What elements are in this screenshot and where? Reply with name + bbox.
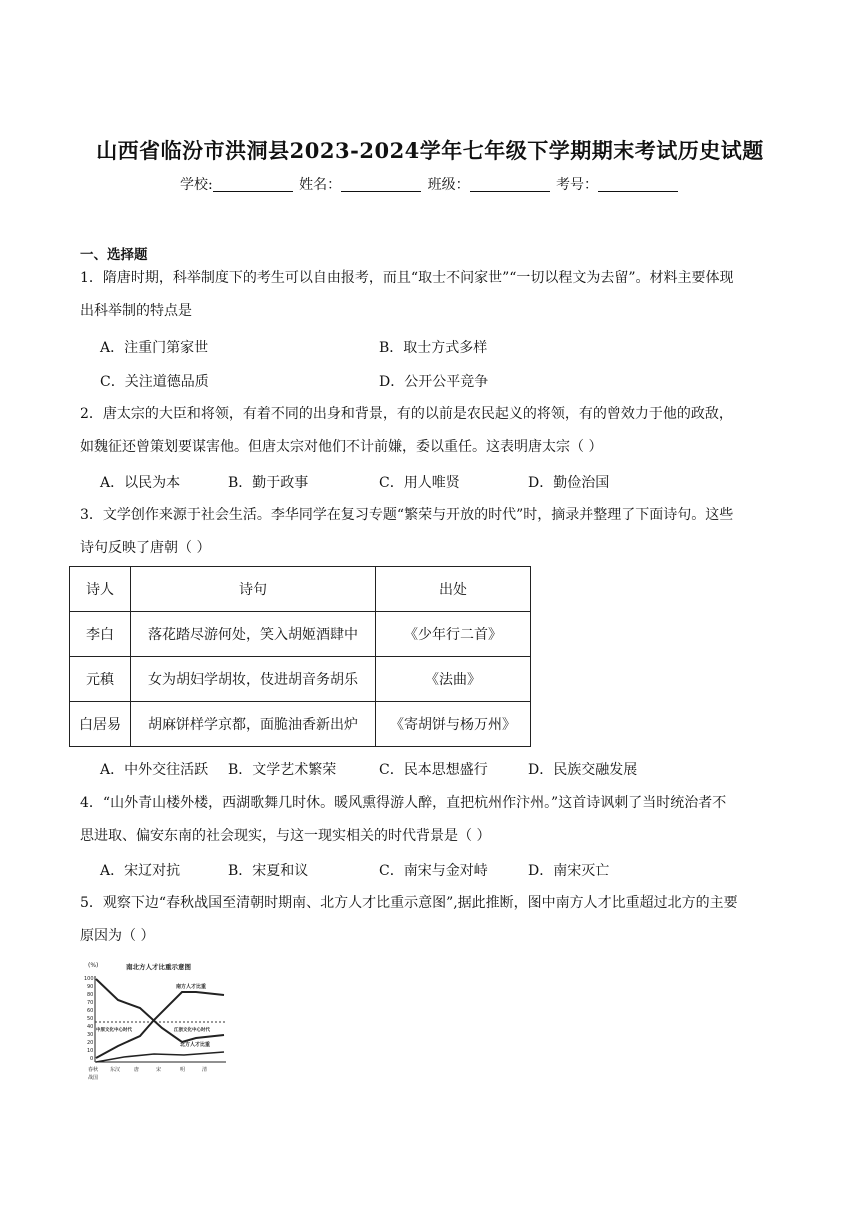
q3-option-b[interactable]: B．文学艺术繁荣 [228,762,337,778]
y-tick: 40 [87,1024,94,1030]
south-ratio-label: 南方人才比重 [176,984,207,990]
q1-option-a[interactable]: A．注重门第家世 [100,340,209,356]
q3-option-d[interactable]: D．民族交融发展 [528,762,638,778]
table-cell: 白居易 [70,702,131,747]
y-tick: 10 [87,1048,94,1054]
table-row [70,612,531,657]
table-header: 出处 [376,567,531,612]
talent-ratio-figure [84,958,234,1086]
name-blank[interactable] [341,177,421,192]
table-cell: 落花踏尽游何处，笑入胡姬酒肆中 [131,612,376,657]
student-info-row [0,174,860,194]
exam-number-blank[interactable] [598,177,678,192]
q2-option-b[interactable]: B．勤于政事 [228,475,309,491]
x-tick: 宋 [156,1067,162,1073]
q2-option-c[interactable]: C．用人唯贤 [379,475,460,491]
q3-option-c[interactable]: C．民本思想盛行 [379,762,488,778]
y-tick: 80 [87,992,94,998]
name-label: 姓名： [299,177,342,193]
table-cell: 元稹 [70,657,131,702]
north-ratio-label: 北方人才比重 [180,1042,211,1048]
question-3-line-2: 诗句反映了唐朝（ ） [80,540,211,556]
q4-option-d[interactable]: D．南宋灭亡 [528,863,610,879]
q2-option-a[interactable]: A．以民为本 [100,475,181,491]
y-tick: 30 [87,1032,94,1038]
class-blank[interactable] [470,177,550,192]
section-title: 一、选择题 [80,247,148,263]
q3-option-a[interactable]: A．中外交往活跃 [100,762,209,778]
x-tick: 东汉 [110,1067,121,1073]
q4-option-a[interactable]: A．宋辽对抗 [100,863,181,879]
exam-number-label: 考号： [556,177,599,193]
y-tick: 90 [87,984,94,990]
x-tick: 春秋 [88,1067,99,1073]
y-tick: 0 [90,1056,94,1062]
x-tick: 战国 [88,1075,99,1081]
q1-option-d[interactable]: D．公开公平竞争 [379,374,489,390]
q1-option-c[interactable]: C．关注道德品质 [100,374,209,390]
table-cell: 女为胡妇学胡妆，伎进胡音务胡乐 [131,657,376,702]
table-header: 诗人 [70,567,131,612]
x-tick: 清 [202,1067,208,1073]
table-header: 诗句 [131,567,376,612]
q2-option-d[interactable]: D．勤俭治国 [528,475,610,491]
base-line [96,1052,224,1062]
question-5-line-2: 原因为（ ） [80,928,155,944]
y-tick: 50 [87,1016,94,1022]
q4-option-c[interactable]: C．南宋与金对峙 [379,863,488,879]
table-cell: 李白 [70,612,131,657]
table-row [70,702,531,747]
jiangzhe-era-label: 江浙文化中心时代 [174,1028,210,1033]
page-title: 山西省临汾市洪洞县2023-2024学年七年级下学期期末考试历史试题 [96,138,764,163]
school-label: 学校: [179,177,213,193]
question-1-line-2: 出科举制的特点是 [80,303,192,319]
class-label: 班级： [427,177,470,193]
school-blank[interactable] [213,177,293,192]
figure-title: 南北方人才比重示意图 [126,963,191,971]
x-tick: 唐 [134,1067,140,1073]
table-cell: 《少年行二首》 [376,612,531,657]
q4-option-b[interactable]: B．宋夏和议 [228,863,309,879]
central-plains-era-label: 中原文化中心时代 [96,1028,132,1033]
question-4-line-1: 4．“山外青山楼外楼，西湖歌舞几时休。暖风熏得游人醉，直把杭州作汴州。”这首诗讽刺了当时统治者不 [80,795,727,811]
poem-table [69,566,531,747]
question-5-line-1: 5．观察下边“春秋战国至清朝时期南、北方人才比重示意图”,据此推断，图中南方人才比重超过北方的主要 [80,895,738,911]
y-tick: 70 [87,1000,94,1006]
question-2-line-2: 如魏征还曾策划要谋害他。但唐太宗对他们不计前嫌，委以重任。这表明唐太宗（ ） [80,439,603,455]
table-cell: 《法曲》 [376,657,531,702]
y-tick: 100 [84,976,94,982]
question-3-line-1: 3．文学创作来源于社会生活。李华同学在复习专题“繁荣与开放的时代”时，摘录并整理了下面诗句。这些 [80,507,734,523]
table-row [70,657,531,702]
question-2-line-1: 2．唐太宗的大臣和将领，有着不同的出身和背景，有的以前是农民起义的将领，有的曾效力于他的政敌， [80,406,733,422]
table-cell: 胡麻饼样学京都，面脆油香新出炉 [131,702,376,747]
x-tick: 明 [180,1067,186,1073]
y-tick: 60 [87,1008,94,1014]
table-cell: 《寄胡饼与杨万州》 [376,702,531,747]
table-header-row [70,567,531,612]
y-tick: 20 [87,1040,94,1046]
q1-option-b[interactable]: B．取士方式多样 [379,340,488,356]
figure-unit: (%) [88,962,99,969]
question-1-line-1: 1．隋唐时期，科举制度下的考生可以自由报考，而且“取士不问家世”“一切以程文为去留”。材料主要体现 [80,270,734,286]
question-4-line-2: 思进取、偏安东南的社会现实，与这一现实相关的时代背景是（ ） [80,828,491,844]
